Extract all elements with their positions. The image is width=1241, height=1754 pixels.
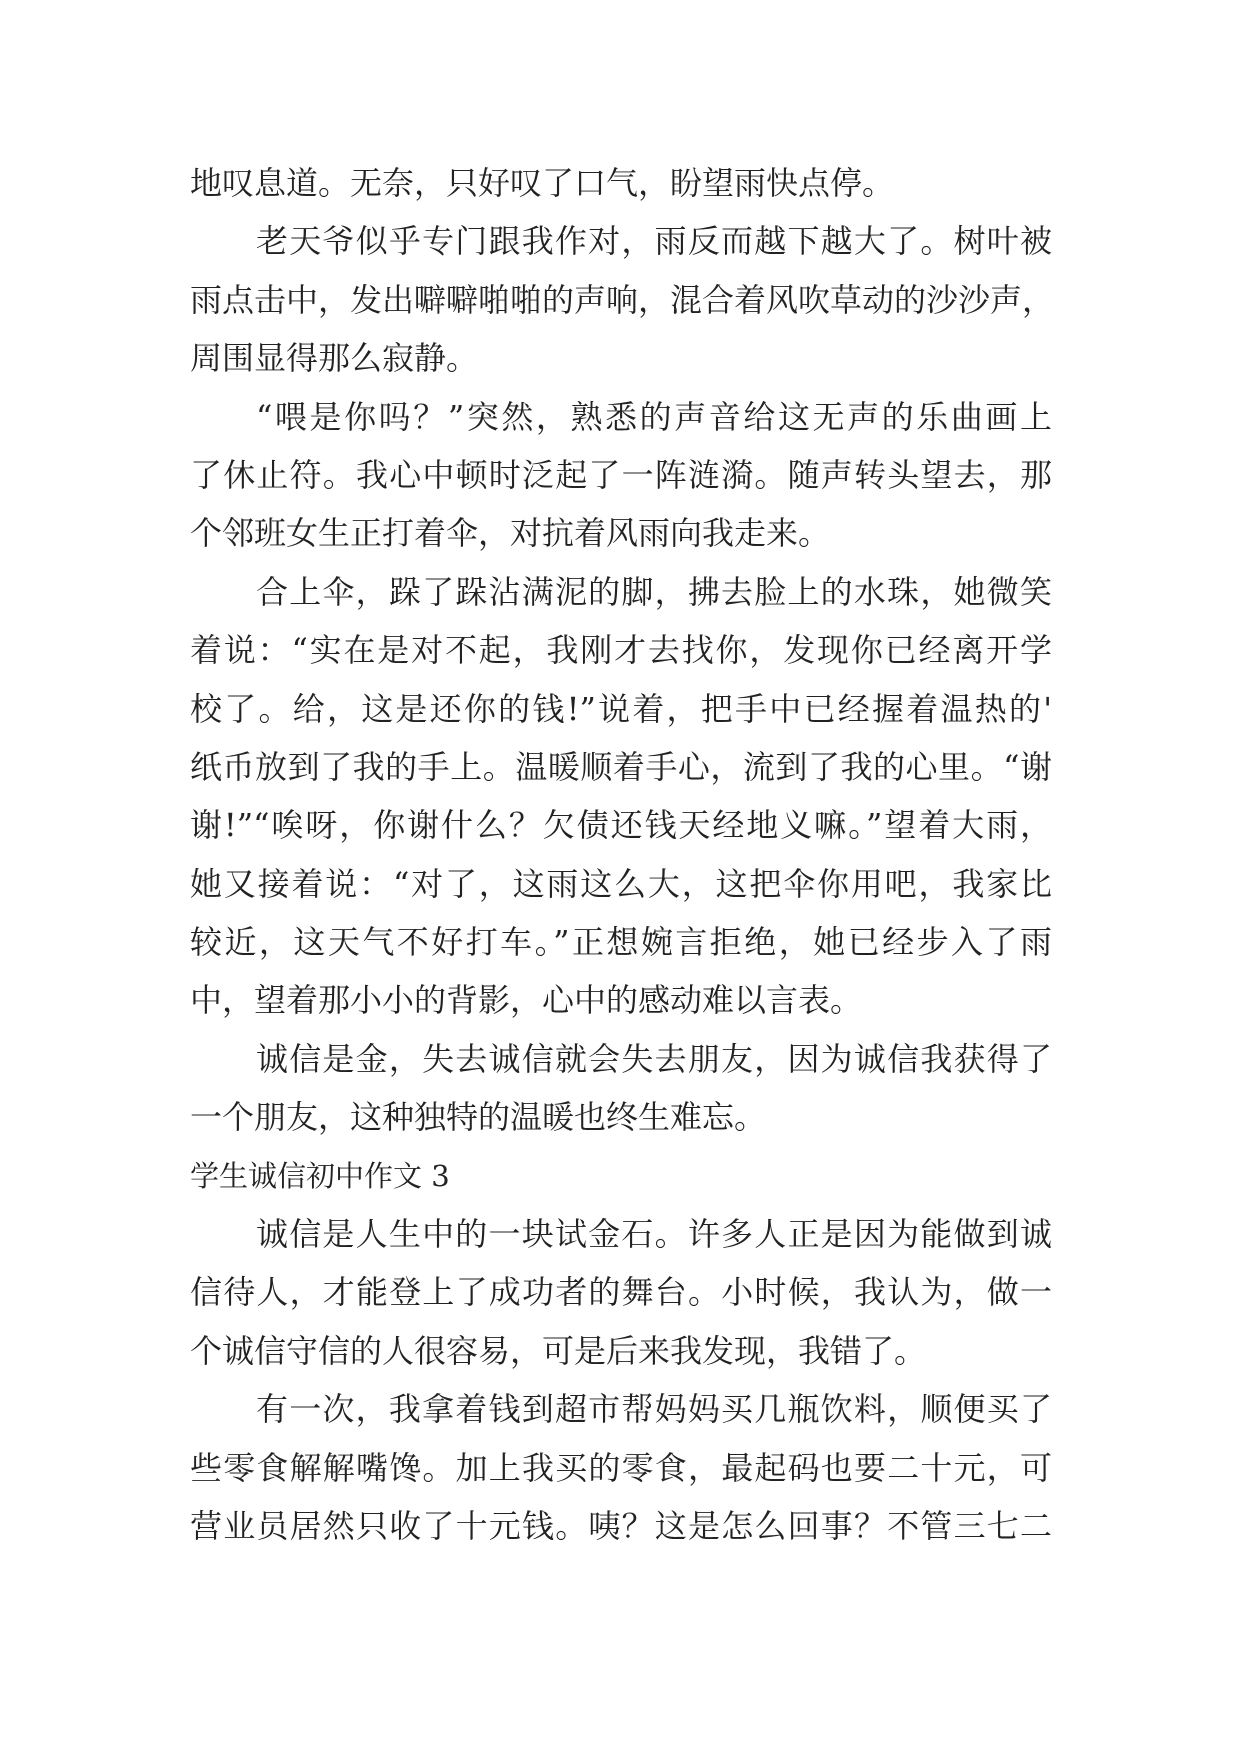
text-line: “喂是你吗？”突然，熟悉的声音给这无声的乐曲画上	[256, 397, 1052, 436]
text-line: 个诚信守信的人很容易，可是后来我发现，我错了。	[190, 1331, 927, 1370]
text-line: 周围显得那么寂静。	[190, 339, 479, 378]
paragraph	[190, 563, 1052, 1030]
text-line: 个邻班女生正打着伞，对抗着风雨向我走来。	[190, 514, 831, 553]
text-line: 较近，这天气不好打车。”正想婉言拒绝，她已经步入了雨	[190, 923, 1052, 962]
text-line: 信待人，才能登上了成功者的舞台。小时候，我认为，做一	[190, 1273, 1052, 1312]
text-line: 诚信是人生中的一块试金石。许多人正是因为能做到诚	[256, 1215, 1052, 1254]
text-line: 纸币放到了我的手上。温暖顺着手心，流到了我的心里。“谢	[190, 747, 1052, 786]
text-line: 诚信是金，失去诚信就会失去朋友，因为诚信我获得了	[256, 1039, 1052, 1078]
section-heading: 学生诚信初中作文 3	[190, 1158, 450, 1193]
text-line: 一个朋友，这种独特的温暖也终生难忘。	[190, 1098, 767, 1137]
paragraph	[190, 154, 1052, 212]
text-line: 些零食解解嘴馋。加上我买的零食，最起码也要二十元，可	[190, 1448, 1052, 1487]
text-line: 营业员居然只收了十元钱。咦？这是怎么回事？不管三七二	[190, 1506, 1052, 1545]
paragraph	[190, 212, 1055, 387]
text-line: 她又接着说：“对了，这雨这么大，这把伞你用吧，我家比	[190, 864, 1052, 903]
text-line: 校了。给，这是还你的钱!”说着，把手中已经握着温热的'	[190, 689, 1052, 728]
essay-body	[190, 154, 1055, 1555]
text-line: 老天爷似乎专门跟我作对，雨反而越下越大了。树叶被	[256, 222, 1052, 261]
text-line: 有一次，我拿着钱到超市帮妈妈买几瓶饮料，顺便买了	[256, 1390, 1052, 1429]
text-line: 合上伞，跺了跺沾满泥的脚，拂去脸上的水珠，她微笑	[256, 572, 1052, 611]
paragraph	[190, 388, 1052, 563]
text-line: 着说：“实在是对不起，我刚才去找你，发现你已经离开学	[190, 631, 1052, 670]
text-line: 雨点击中，发出噼噼啪啪的声响，混合着风吹草动的沙沙声，	[190, 280, 1055, 319]
paragraph	[190, 1380, 1052, 1555]
paragraph	[190, 1205, 1052, 1380]
text-line: 地叹息道。无奈，只好叹了口气，盼望雨快点停。	[190, 164, 895, 202]
text-line: 中，望着那小小的背影，心中的感动难以言表。	[190, 981, 863, 1020]
text-line: 了休止符。我心中顿时泛起了一阵涟漪。随声转头望去，那	[190, 455, 1052, 494]
text-line: 谢!”“唉呀，你谢什么？欠债还钱天经地义嘛。”望着大雨，	[190, 806, 1052, 845]
paragraph	[190, 1030, 1052, 1147]
